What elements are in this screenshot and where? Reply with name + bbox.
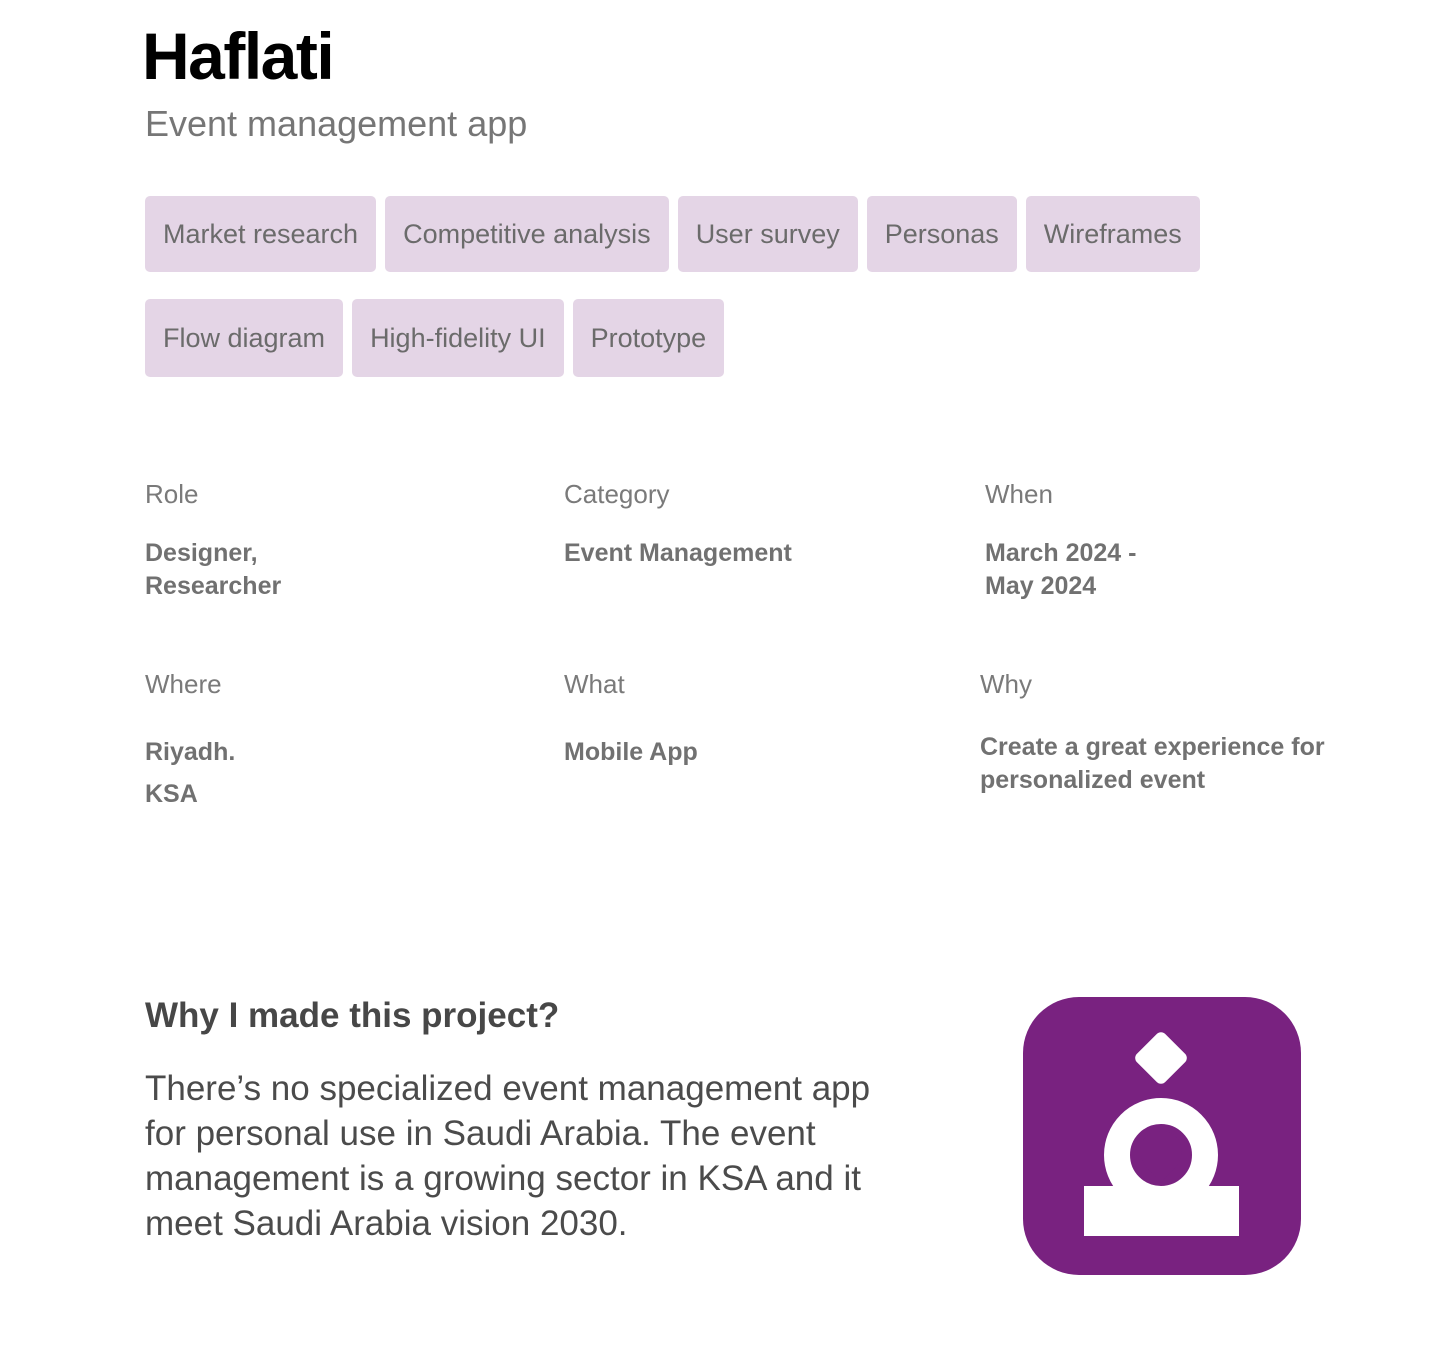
role-value-line: Designer, — [145, 539, 258, 567]
why-value — [980, 731, 1325, 797]
tag-list-row-2 — [145, 299, 724, 377]
section-heading: Why I made this project? — [145, 996, 560, 1035]
when-value-line: May 2024 — [985, 572, 1097, 600]
what-value: Mobile App — [564, 738, 698, 766]
when-value — [985, 537, 1136, 603]
where-value-line: Riyadh. — [145, 738, 236, 766]
tag-chip: Wireframes — [1026, 196, 1200, 272]
tag-chip: User survey — [678, 196, 858, 272]
why-value-line: Create a great experience for — [980, 733, 1325, 761]
where-label: Where — [145, 669, 222, 699]
section-body — [145, 1066, 945, 1246]
section-body-line: management is a growing sector in KSA and it — [145, 1159, 861, 1198]
category-label: Category — [564, 479, 670, 509]
role-value — [145, 537, 281, 603]
where-value — [145, 731, 235, 815]
page-subtitle: Event management app — [145, 103, 528, 144]
tag-chip: Flow diagram — [145, 299, 343, 377]
tag-chip: High-fidelity UI — [352, 299, 564, 377]
tag-chip: Prototype — [573, 299, 725, 377]
when-label: When — [985, 479, 1053, 509]
why-label: Why — [980, 669, 1032, 699]
when-value-line: March 2024 - — [985, 539, 1137, 567]
haflati-logo-icon — [1023, 997, 1301, 1275]
section-body-line: meet Saudi Arabia vision 2030. — [145, 1204, 628, 1243]
tag-chip: Personas — [867, 196, 1017, 272]
tag-chip: Market research — [145, 196, 376, 272]
tag-chip: Competitive analysis — [385, 196, 669, 272]
page-title: Haflati — [142, 19, 334, 93]
section-body-line: for personal use in Saudi Arabia. The event — [145, 1114, 816, 1153]
tag-list-row-1 — [145, 196, 1200, 272]
what-label: What — [564, 669, 625, 699]
role-value-line: Researcher — [145, 572, 282, 600]
category-value: Event Management — [564, 539, 792, 567]
where-value-line: KSA — [145, 780, 198, 808]
role-label: Role — [145, 479, 199, 509]
why-value-line: personalized event — [980, 766, 1206, 794]
section-body-line: There’s no specialized event management app — [145, 1069, 871, 1108]
